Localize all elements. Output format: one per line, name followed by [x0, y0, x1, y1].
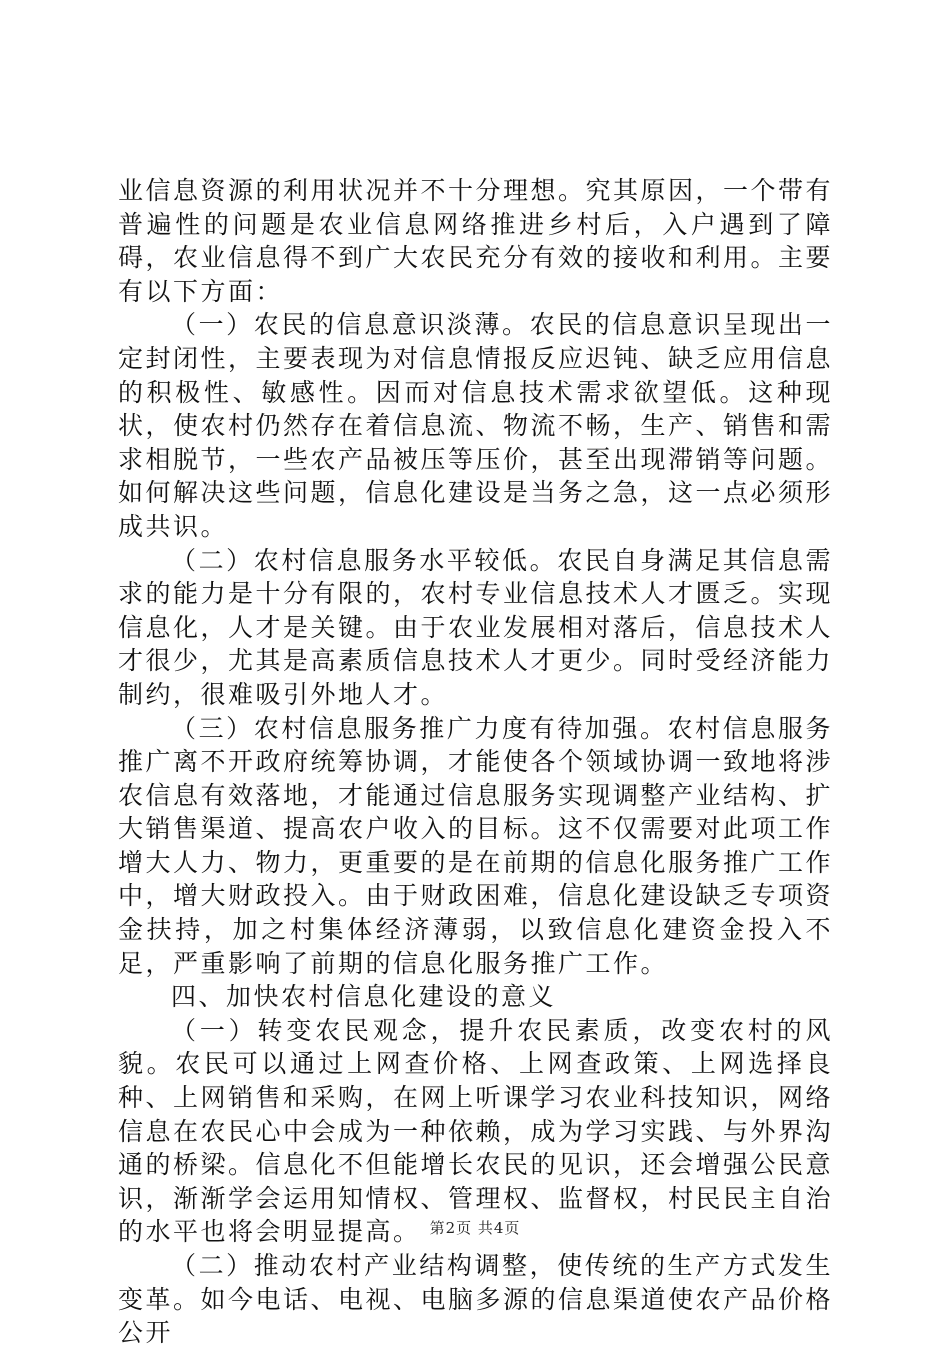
- section-heading: 四、加快农村信息化建设的意义: [171, 982, 557, 1012]
- paragraph-item-3: （三）农村信息服务推广力度有待加强。农村信息服务推广离不开政府统筹协调，才能使各个领域协调一致地将涉农信息有效落地，才能通过信息服务实现调整产业结构、扩大销售渠道、提高农户收入的目标。这不仅需要对此项工作增大人力、物力，更重要的是在前期的信息化服务推广工作中，增大财政投入。由于财政困难，信息化建设缺乏专项资金扶持，加之村集体经济薄弱，以致信息化建资金投入不足，严重影响了前期的信息化服务推广工作。: [118, 713, 834, 978]
- paragraph-significance-1: （一）转变农民观念，提升农民素质，改变农村的风貌。农民可以通过上网查价格、上网查政策、上网选择良种、上网销售和采购，在网上听课学习农业科技知识，网络信息在农民心中会成为一种依赖，成为学习实践、与外界沟通的桥梁。信息化不但能增长农民的见识，还会增强公民意识，渐渐学会运用知情权、管理权、监督权，村民民主自治的水平也将会明显提高。: [118, 1015, 834, 1247]
- paragraph-item-1: （一）农民的信息意识淡薄。农民的信息意识呈现出一定封闭性，主要表现为对信息情报反应迟钝、缺乏应用信息的积极性、敏感性。因而对信息技术需求欲望低。这种现状，使农村仍然存在着信息流、物流不畅，生产、销售和需求相脱节，一些农产品被压等压价，甚至出现滞销等问题。如何解决这些问题，信息化建设是当务之急，这一点必须形成共识。: [118, 310, 834, 541]
- paragraph-item-2: （二）农村信息服务水平较低。农民自身满足其信息需求的能力是十分有限的，农村专业信息技术人才匮乏。实现信息化，人才是关键。由于农业发展相对落后，信息技术人才很少，尤其是高素质信息技术人才更少。同时受经济能力制约，很难吸引外地人才。: [118, 545, 834, 709]
- paragraph-continuation: 业信息资源的利用状况并不十分理想。究其原因，一个带有普遍性的问题是农业信息网络推进乡村后，入户遇到了障碍，农业信息得不到广大农民充分有效的接收和利用。主要有以下方面：: [118, 176, 834, 306]
- page-number-footer: 第2页 共4页: [429, 1219, 521, 1237]
- paragraph-significance-2: （二）推动农村产业结构调整，使传统的生产方式发生变革。如今电话、电视、电脑多源的信息渠道使农产品价格公开: [118, 1251, 834, 1348]
- document-body: [118, 174, 833, 1350]
